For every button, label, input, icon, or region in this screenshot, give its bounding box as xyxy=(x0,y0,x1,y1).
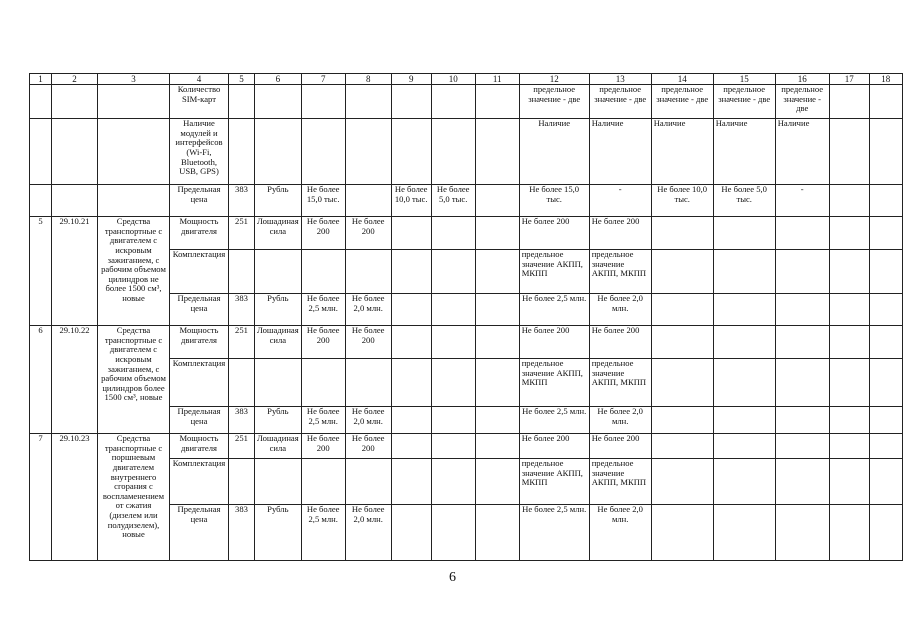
table-cell xyxy=(391,326,431,359)
table-cell xyxy=(651,459,713,505)
table-cell: Не более 2,0 млн. xyxy=(345,294,391,326)
characteristic-name: Мощность двигателя xyxy=(170,434,229,459)
table-cell: предельное значение АКПП, МКПП xyxy=(589,359,651,407)
table-cell: Не более 200 xyxy=(301,326,345,359)
table-cell xyxy=(475,85,519,119)
okpd-code: 29.10.21 xyxy=(52,217,98,326)
table-cell: 383 xyxy=(229,505,255,561)
table-cell xyxy=(829,505,869,561)
table-cell xyxy=(255,119,302,185)
table-cell xyxy=(869,185,902,217)
table-cell xyxy=(475,119,519,185)
table-cell: - xyxy=(589,185,651,217)
characteristic-name: Предельная цена xyxy=(170,185,229,217)
table-cell xyxy=(52,85,98,119)
table-cell: - xyxy=(775,185,829,217)
table-cell xyxy=(431,359,475,407)
table-row xyxy=(30,434,903,459)
table-cell: предельное значение - две xyxy=(651,85,713,119)
characteristic-name: Предельная цена xyxy=(170,294,229,326)
table-row xyxy=(30,185,903,217)
table-cell xyxy=(431,85,475,119)
table-cell xyxy=(98,185,170,217)
table-cell: Не более 2,5 млн. xyxy=(301,407,345,434)
table-cell xyxy=(345,85,391,119)
table-cell xyxy=(775,505,829,561)
table-cell xyxy=(713,434,775,459)
characteristic-name: Мощность двигателя xyxy=(170,217,229,250)
table-cell xyxy=(431,407,475,434)
table-cell xyxy=(301,359,345,407)
table-cell xyxy=(775,459,829,505)
table-cell xyxy=(775,407,829,434)
table-cell xyxy=(869,119,902,185)
characteristic-name: Предельная цена xyxy=(170,407,229,434)
table-cell: Не более 2,5 млн. xyxy=(301,505,345,561)
table-cell: Не более 200 xyxy=(301,434,345,459)
column-number: 18 xyxy=(869,74,902,85)
table-cell: Наличие xyxy=(651,119,713,185)
table-cell: Не более 200 xyxy=(589,217,651,250)
table-cell xyxy=(475,407,519,434)
table-cell xyxy=(475,459,519,505)
table-cell xyxy=(775,294,829,326)
table-cell xyxy=(713,250,775,294)
table-cell: Лошадиная сила xyxy=(255,326,302,359)
table-cell xyxy=(431,459,475,505)
table-cell xyxy=(301,250,345,294)
table-cell: 383 xyxy=(229,185,255,217)
product-description: Средства транспортные с поршневым двигателем внутреннего сгорания с воспламенением от сжатия (дизелем или полудизелем), новые xyxy=(98,434,170,561)
table-row xyxy=(30,326,903,359)
row-number: 7 xyxy=(30,434,52,561)
column-number: 13 xyxy=(589,74,651,85)
table-cell: предельное значение АКПП, МКПП xyxy=(589,250,651,294)
table-cell xyxy=(98,119,170,185)
column-number: 6 xyxy=(255,74,302,85)
table-cell xyxy=(829,326,869,359)
table-cell xyxy=(431,434,475,459)
table-cell xyxy=(391,459,431,505)
table-cell xyxy=(255,250,302,294)
table-cell xyxy=(829,217,869,250)
column-number: 9 xyxy=(391,74,431,85)
table-cell: Не более 2,5 млн. xyxy=(519,407,589,434)
table-cell: Не более 2,0 млн. xyxy=(589,505,651,561)
table-cell xyxy=(30,85,52,119)
table-cell xyxy=(651,505,713,561)
table-cell xyxy=(475,250,519,294)
table-cell: Не более 2,0 млн. xyxy=(345,505,391,561)
characteristic-name: Мощность двигателя xyxy=(170,326,229,359)
table-cell xyxy=(391,359,431,407)
table-cell: Не более 200 xyxy=(519,326,589,359)
column-number: 2 xyxy=(52,74,98,85)
table-cell xyxy=(345,185,391,217)
characteristic-name: Комплектация xyxy=(170,359,229,407)
table-cell xyxy=(713,326,775,359)
table-cell: Не более 200 xyxy=(301,217,345,250)
okpd-code: 29.10.22 xyxy=(52,326,98,434)
table-cell xyxy=(30,185,52,217)
table-cell: Не более 200 xyxy=(519,217,589,250)
table-cell: Не более 200 xyxy=(519,434,589,459)
table-cell xyxy=(431,250,475,294)
table-cell xyxy=(713,294,775,326)
table-cell xyxy=(829,294,869,326)
table-cell: Рубль xyxy=(255,294,302,326)
column-number: 5 xyxy=(229,74,255,85)
table-cell xyxy=(651,359,713,407)
table-cell xyxy=(229,119,255,185)
table-cell xyxy=(431,119,475,185)
table-row xyxy=(30,119,903,185)
table-cell: предельное значение АКПП, МКПП xyxy=(589,459,651,505)
column-number: 14 xyxy=(651,74,713,85)
table-cell xyxy=(431,294,475,326)
table-row xyxy=(30,217,903,250)
table-cell: Не более 10,0 тыс. xyxy=(391,185,431,217)
table-cell: 251 xyxy=(229,434,255,459)
table-cell xyxy=(829,459,869,505)
column-number: 16 xyxy=(775,74,829,85)
table-cell: Не более 15,0 тыс. xyxy=(519,185,589,217)
table-cell xyxy=(229,359,255,407)
table-cell: Не более 10,0 тыс. xyxy=(651,185,713,217)
table-cell: Не более 2,0 млн. xyxy=(589,294,651,326)
page-number: 6 xyxy=(449,570,456,585)
column-number: 11 xyxy=(475,74,519,85)
table-cell: Рубль xyxy=(255,505,302,561)
table-cell xyxy=(391,217,431,250)
table-cell xyxy=(431,326,475,359)
table-cell xyxy=(869,407,902,434)
table-cell xyxy=(391,407,431,434)
table-cell: Не более 2,5 млн. xyxy=(519,505,589,561)
table-cell: предельное значение - две xyxy=(775,85,829,119)
table-cell xyxy=(475,359,519,407)
table-cell xyxy=(391,250,431,294)
table-cell xyxy=(255,85,302,119)
column-number: 10 xyxy=(431,74,475,85)
table-cell: Не более 200 xyxy=(589,326,651,359)
table-cell xyxy=(475,294,519,326)
table-cell xyxy=(869,459,902,505)
table-cell: Не более 200 xyxy=(345,217,391,250)
okpd-code: 29.10.23 xyxy=(52,434,98,561)
table-cell xyxy=(345,250,391,294)
table-cell xyxy=(391,434,431,459)
table-cell: Рубль xyxy=(255,185,302,217)
table-cell: предельное значение - две xyxy=(589,85,651,119)
table-cell xyxy=(713,217,775,250)
table-cell xyxy=(829,250,869,294)
column-number: 15 xyxy=(713,74,775,85)
table-cell: Наличие xyxy=(519,119,589,185)
table-cell xyxy=(775,217,829,250)
table-cell xyxy=(775,326,829,359)
column-number: 7 xyxy=(301,74,345,85)
table-cell: Лошадиная сила xyxy=(255,434,302,459)
column-number: 17 xyxy=(829,74,869,85)
table-cell: Не более 200 xyxy=(345,326,391,359)
table-cell xyxy=(229,250,255,294)
table-cell xyxy=(30,119,52,185)
table-cell: Не более 5,0 тыс. xyxy=(713,185,775,217)
table-cell xyxy=(475,217,519,250)
table-cell: Не более 2,5 млн. xyxy=(519,294,589,326)
table-cell xyxy=(775,434,829,459)
table-cell xyxy=(52,185,98,217)
table-cell xyxy=(301,459,345,505)
row-number: 5 xyxy=(30,217,52,326)
table-cell xyxy=(651,407,713,434)
table-cell xyxy=(391,505,431,561)
column-numbers xyxy=(30,74,903,85)
table-cell: 383 xyxy=(229,294,255,326)
table-cell xyxy=(345,119,391,185)
table-cell xyxy=(829,407,869,434)
table-cell xyxy=(475,326,519,359)
characteristic-name: Комплектация xyxy=(170,250,229,294)
column-number: 8 xyxy=(345,74,391,85)
table-cell xyxy=(52,119,98,185)
table-cell: 251 xyxy=(229,326,255,359)
table-cell: Лошадиная сила xyxy=(255,217,302,250)
table-cell xyxy=(651,326,713,359)
table-cell: предельное значение - две xyxy=(519,85,589,119)
table-cell xyxy=(255,359,302,407)
column-number: 1 xyxy=(30,74,52,85)
table-cell xyxy=(869,250,902,294)
table-cell: Не более 2,5 млн. xyxy=(301,294,345,326)
table-cell xyxy=(775,250,829,294)
table-cell xyxy=(869,359,902,407)
table-cell xyxy=(829,85,869,119)
table-cell xyxy=(301,85,345,119)
requirements-table xyxy=(29,73,903,561)
table-cell xyxy=(651,294,713,326)
table-cell xyxy=(775,359,829,407)
column-number: 4 xyxy=(170,74,229,85)
product-description: Средства транспортные с двигателем с искровым зажиганием, с рабочим объемом цилиндров не более 1500 см³, новые xyxy=(98,217,170,326)
table-cell: 383 xyxy=(229,407,255,434)
table-cell xyxy=(345,359,391,407)
table-cell xyxy=(869,217,902,250)
table-cell xyxy=(651,250,713,294)
characteristic-name: Количество SIM-карт xyxy=(170,85,229,119)
table-cell xyxy=(475,185,519,217)
characteristic-name: Наличие модулей и интерфейсов (Wi-Fi, Bluetooth, USB, GPS) xyxy=(170,119,229,185)
table-cell: предельное значение АКПП, МКПП xyxy=(519,250,589,294)
table-cell xyxy=(829,185,869,217)
table-cell xyxy=(713,505,775,561)
table-body xyxy=(30,85,903,561)
table-cell: Не более 15,0 тыс. xyxy=(301,185,345,217)
table-cell: Не более 200 xyxy=(589,434,651,459)
table-cell: Наличие xyxy=(589,119,651,185)
table-row xyxy=(30,85,903,119)
table-cell xyxy=(475,434,519,459)
characteristic-name: Предельная цена xyxy=(170,505,229,561)
table-cell xyxy=(829,434,869,459)
table-cell xyxy=(651,217,713,250)
table-cell: 251 xyxy=(229,217,255,250)
table-cell: предельное значение - две xyxy=(713,85,775,119)
table-cell: Не более 2,0 млн. xyxy=(345,407,391,434)
table-cell xyxy=(475,505,519,561)
table-cell: Не более 200 xyxy=(345,434,391,459)
characteristic-name: Комплектация xyxy=(170,459,229,505)
table-cell: Наличие xyxy=(775,119,829,185)
table-cell: Не более 5,0 тыс. xyxy=(431,185,475,217)
table-cell xyxy=(301,119,345,185)
column-number: 3 xyxy=(98,74,170,85)
table-cell xyxy=(713,459,775,505)
table-cell xyxy=(869,85,902,119)
table-cell xyxy=(869,434,902,459)
table-cell xyxy=(869,294,902,326)
table-cell xyxy=(391,85,431,119)
table-cell xyxy=(713,407,775,434)
product-description: Средства транспортные с двигателем с искровым зажиганием, с рабочим объемом цилиндров более 1500 см³, новые xyxy=(98,326,170,434)
table-cell: Рубль xyxy=(255,407,302,434)
table-cell xyxy=(391,294,431,326)
table-cell: предельное значение АКПП, МКПП xyxy=(519,359,589,407)
column-number: 12 xyxy=(519,74,589,85)
table-cell xyxy=(431,217,475,250)
table-cell xyxy=(431,505,475,561)
table-cell: Не более 2,0 млн. xyxy=(589,407,651,434)
table-cell xyxy=(229,85,255,119)
table-cell xyxy=(391,119,431,185)
table-cell xyxy=(255,459,302,505)
table-cell xyxy=(829,119,869,185)
table-cell xyxy=(829,359,869,407)
row-number: 6 xyxy=(30,326,52,434)
table-cell xyxy=(229,459,255,505)
table-cell xyxy=(651,434,713,459)
table-cell xyxy=(345,459,391,505)
table-cell xyxy=(869,505,902,561)
table-cell: Наличие xyxy=(713,119,775,185)
table-cell xyxy=(98,85,170,119)
table-cell xyxy=(869,326,902,359)
table-cell xyxy=(713,359,775,407)
table-cell: предельное значение АКПП, МКПП xyxy=(519,459,589,505)
